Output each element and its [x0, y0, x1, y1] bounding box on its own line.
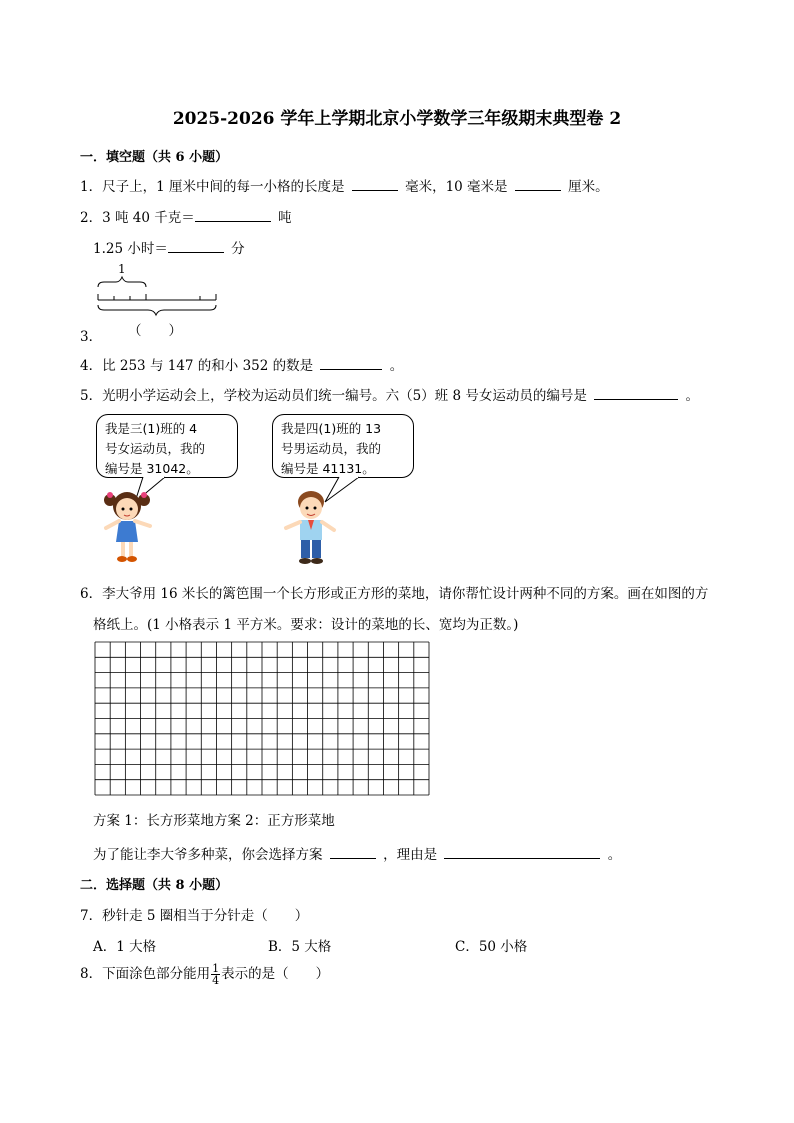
question-2-part-2: [93, 237, 245, 257]
q4-text-a: 4．比 253 与 147 的和小 352 的数是: [80, 358, 314, 374]
q3-top-brace: [98, 277, 146, 287]
bubble-girl-line-1: 我是三(1)班的 4: [105, 421, 198, 436]
bubble-boy-line-3: 编号是 41131。: [281, 461, 375, 476]
speech-bubble-girl: [96, 414, 238, 478]
section-fill-in-title: 一．填空题（共 6 小题）: [80, 150, 229, 165]
page-title: 2025-2026 学年上学期北京小学数学三年级期末典型卷 2: [172, 109, 622, 129]
q6-blank-reason[interactable]: [444, 846, 600, 859]
q8-text-b: 表示的是（ ）: [221, 966, 330, 982]
q6-text-e: ，理由是: [383, 847, 438, 863]
q7-option-b[interactable]: B．5 大格: [268, 939, 332, 955]
q8-text-a: 8．下面涂色部分能用: [80, 966, 211, 982]
q3-bottom-brace: [98, 305, 216, 315]
bubble-girl-line-3: 编号是 31042。: [105, 461, 199, 476]
boy-athlete-illustration: [280, 488, 342, 568]
q7-option-c[interactable]: C．50 小格: [455, 939, 528, 955]
q2-text-c: 1.25 小时＝: [93, 241, 168, 257]
question-2: [80, 206, 292, 226]
square-grid-paper[interactable]: [94, 641, 430, 796]
q6-blank-plan[interactable]: [330, 846, 376, 859]
q5-text-a: 5．光明小学运动会上，学校为运动员们统一编号。六（5）班 8 号女运动员的编号是: [80, 388, 587, 404]
q2-blank-2[interactable]: [168, 240, 224, 253]
speech-bubble-boy: [272, 414, 414, 478]
q6-text-f: 。: [607, 847, 622, 863]
q1-blank-1[interactable]: [352, 178, 398, 191]
q5-blank[interactable]: [594, 387, 678, 400]
q1-text-c: 厘米。: [568, 179, 609, 195]
q1-text-a: 1．尺子上，1 厘米中间的每一小格的长度是: [80, 179, 345, 195]
section-choice-title: 二．选择题（共 8 小题）: [80, 878, 229, 893]
q3-brace-label: 1: [118, 262, 126, 276]
q1-text-b: 毫米，10 毫米是: [405, 179, 508, 195]
question-1: [80, 175, 609, 195]
q8-fraction-denominator: 4: [212, 974, 220, 987]
girl-athlete-illustration: [100, 486, 162, 566]
q1-blank-2[interactable]: [515, 178, 561, 191]
q4-text-b: 。: [389, 358, 404, 374]
bubble-girl-line-2: 号女运动员，我的: [105, 441, 206, 456]
q2-text-d: 分: [231, 241, 245, 257]
q2-text-a: 2．3 吨 40 千克＝: [80, 210, 195, 226]
question-6-line-2: 格纸上。(1 小格表示 1 平方米。要求：设计的菜地的长、宽均为正数。): [93, 617, 519, 633]
question-6-line-1: 6．李大爷用 16 米长的篱笆围一个长方形或正方形的菜地，请你帮忙设计两种不同的方案。画在如图的方: [80, 586, 709, 602]
q2-blank-1[interactable]: [195, 209, 271, 222]
q6-text-d: 为了能让李大爷多种菜，你会选择方案: [93, 847, 323, 863]
q6-plan-text: 方案 1：长方形菜地方案 2：正方形菜地: [93, 813, 335, 829]
bubble-boy-line-2: 号男运动员，我的: [281, 441, 382, 456]
q3-answer-bracket[interactable]: （ ）: [128, 323, 182, 339]
q3-number: 3．: [80, 329, 103, 345]
q4-blank[interactable]: [320, 357, 382, 370]
question-4: [80, 354, 403, 374]
question-8: [80, 962, 329, 986]
question-7: 7．秒针走 5 圈相当于分针走（ ）: [80, 908, 309, 924]
q6-choice-line: [93, 843, 621, 863]
bubble-boy-line-1: 我是四(1)班的 13: [281, 421, 382, 436]
q3-line-diagram: [92, 274, 222, 324]
q8-fraction: [211, 963, 220, 986]
q5-text-b: 。: [685, 388, 699, 404]
question-5: [80, 384, 699, 404]
q7-option-a[interactable]: A．1 大格: [93, 939, 157, 955]
q8-fraction-numerator: 1: [212, 962, 220, 975]
q2-text-b: 吨: [278, 210, 292, 226]
